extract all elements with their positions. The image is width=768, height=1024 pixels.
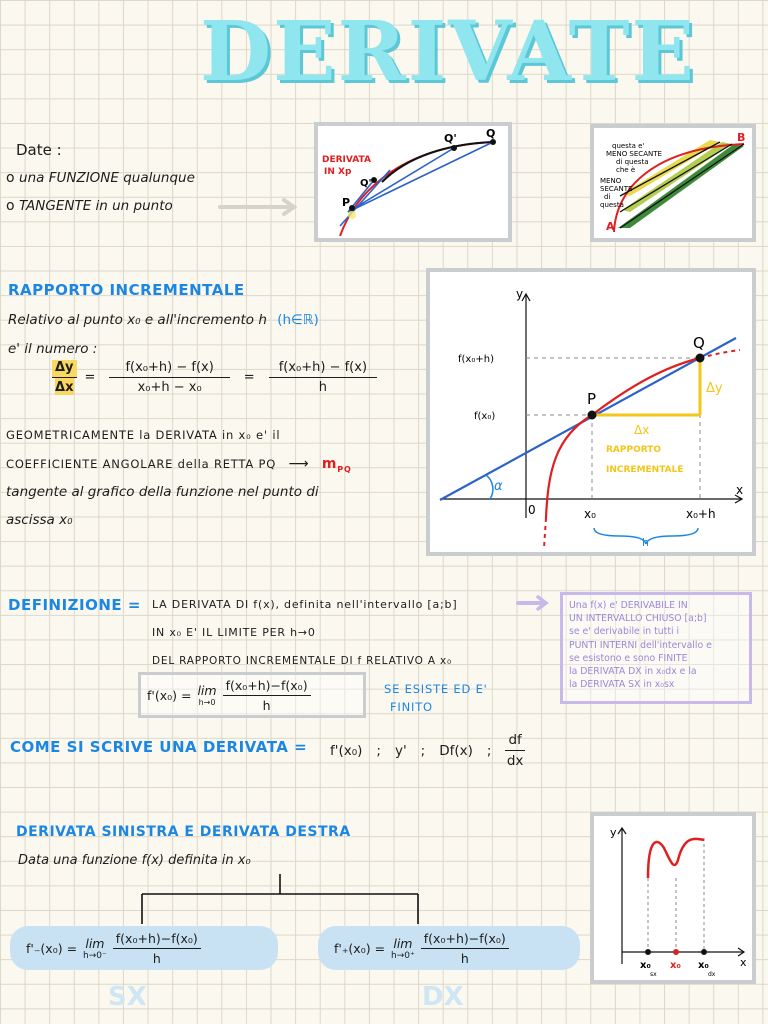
exists-line-2: FINITO — [390, 700, 433, 714]
notation-sep-1: ; — [376, 742, 381, 759]
definizione-line-2: IN x₀ E' IL LIMITE PER h→0 — [152, 626, 316, 639]
note-line-3: se e' derivabile in tutti i — [569, 626, 680, 638]
equals-sign: = — [84, 370, 96, 385]
dx: Δx — [55, 380, 74, 395]
note-line-1: Una f(x) e' DERIVABILE IN — [569, 600, 688, 611]
notation-4 — [505, 732, 524, 769]
main-origin-label: 0 — [528, 503, 536, 517]
notation-3: Df(x) — [439, 742, 473, 759]
geometric-line-2 — [6, 456, 352, 474]
right-lim-sub: h→0⁺ — [391, 950, 415, 961]
rapporto-fraction-2 — [269, 360, 377, 395]
fig1-label-q: Q — [486, 127, 496, 140]
left-num: f(x₀+h)−f(x₀) — [113, 931, 201, 949]
frac2-den: h — [318, 380, 327, 395]
small-x0dx: x₀ — [698, 960, 709, 971]
m-pq-letter: m — [321, 456, 338, 472]
date-heading: Date : — [16, 141, 62, 159]
lavender-arrow-icon — [516, 594, 552, 612]
equals-sign-2: = — [243, 370, 255, 385]
small-x0sx: x₀ — [640, 960, 651, 971]
date-item-1 — [6, 170, 195, 186]
fig2-note-2: MENO SECANTE — [606, 150, 662, 158]
label-f-x0h: f(x₀+h) — [458, 354, 494, 365]
label-rapporto-1: RAPPORTO — [606, 445, 662, 455]
left-derivative-pill — [10, 926, 278, 970]
right-num: f(x₀+h)−f(x₀) — [421, 931, 509, 949]
small-y-label: y — [610, 826, 617, 839]
dy: Δy — [52, 360, 77, 378]
fig2-note-8: questa — [600, 201, 624, 209]
right-den: h — [460, 950, 469, 966]
derivability-note-box — [560, 592, 752, 704]
label-rapporto-2: INCREMENTALE — [606, 465, 684, 475]
label-h: h — [642, 536, 649, 549]
dy-dx-fraction — [52, 360, 77, 395]
label-alpha: α — [494, 479, 503, 494]
definizione-lim — [197, 683, 216, 707]
notation-2: y' — [394, 742, 407, 759]
definizione-num: f(x₀+h)−f(x₀) — [223, 678, 311, 696]
fig2-label-a: A — [606, 220, 615, 233]
frac1-num: f(x₀+h) − f(x) — [109, 360, 229, 378]
bullet-icon: o — [6, 170, 15, 186]
notation-sep-2: ; — [420, 742, 426, 759]
fig2-note-5: MENO — [600, 177, 622, 185]
note-line-5: se esistono e sono FINITE — [569, 652, 688, 664]
grey-arrow-icon — [218, 196, 300, 218]
derivative-graph — [426, 268, 756, 556]
notation-4-num: df — [505, 732, 524, 751]
small-sx: sx — [650, 971, 657, 978]
notation-sep-3: ; — [486, 742, 492, 759]
left-lhs: f'₋(x₀) = — [26, 940, 78, 956]
geometric-line-2-text: COEFFICIENTE ANGOLARE della RETTA PQ — [6, 457, 277, 471]
frac2-num: f(x₀+h) − f(x) — [269, 360, 377, 378]
side-derivative-graph — [590, 812, 756, 984]
arrow-right-icon: ⟶ — [288, 456, 310, 472]
frac1-den: x₀+h − x₀ — [137, 380, 202, 395]
label-x0h: x₀+h — [686, 507, 716, 521]
note-line-2: UN INTERVALLO CHIUSO [a;b] — [569, 613, 707, 625]
definizione-fraction — [223, 678, 311, 713]
right-lhs: f'₊(x₀) = — [334, 940, 386, 956]
main-y-label: y — [516, 287, 524, 301]
small-x0: x₀ — [670, 960, 681, 971]
notation-4-den: dx — [506, 753, 524, 769]
right-fraction — [421, 931, 509, 966]
label-dx: Δx — [634, 423, 650, 437]
h-in-r: (h∈ℝ) — [277, 312, 319, 328]
m-pq-sub: PQ — [337, 464, 352, 474]
note-line-6: la DERIVATA DX in x₀dx e la — [569, 666, 697, 678]
left-fraction — [113, 931, 201, 966]
fig2-label-b: B — [737, 131, 746, 144]
sinistra-subtitle: Data una funzione f(x) definita in x₀ — [18, 853, 251, 868]
small-dx: dx — [708, 971, 716, 978]
left-lim-sub: h→0⁻ — [83, 950, 107, 961]
fig2-note-1: questa e' — [612, 142, 645, 150]
left-lim — [83, 936, 107, 961]
left-den: h — [152, 950, 161, 966]
rapporto-line-2: e' il numero : — [8, 341, 98, 357]
m-pq — [322, 456, 352, 472]
left-lim-text: lim — [85, 935, 105, 951]
lim-sub: h→0 — [198, 698, 216, 707]
date-item-1-text: una FUNZIONE qualunque — [19, 170, 195, 186]
note-line-7: la DERIVATA SX in x₀sx — [569, 679, 675, 691]
rapporto-line-1-text: Relativo al punto x₀ e all'incremento h — [8, 312, 267, 328]
lim-text: lim — [197, 683, 217, 698]
come-heading: COME SI SCRIVE UNA DERIVATA = — [10, 738, 308, 756]
fig2-note-6: SECANTE — [600, 185, 633, 193]
rapporto-line-1 — [8, 312, 319, 328]
fig1-label-q1: Q' — [444, 132, 457, 145]
notation-1: f'(x₀) — [330, 742, 363, 759]
main-x-label: x — [736, 483, 744, 497]
rapporto-heading: RAPPORTO INCREMENTALE — [8, 281, 245, 299]
small-x-label: x — [740, 956, 747, 969]
rapporto-fraction-1 — [109, 360, 229, 395]
date-item-2-text: TANGENTE in un punto — [19, 198, 173, 214]
fig1-label-derivata: DERIVATA — [322, 155, 371, 165]
branch-lines — [130, 872, 430, 928]
page-title: DERIVATE — [200, 4, 697, 100]
definizione-formula-box — [138, 672, 366, 718]
label-dy: Δy — [706, 381, 723, 396]
sx-label: SX — [108, 982, 147, 1012]
secant-figure-2 — [590, 124, 756, 242]
fig1-label-p: P — [342, 196, 351, 209]
geometric-line-1: GEOMETRICAMENTE la DERIVATA in x₀ e' il — [6, 428, 281, 442]
definizione-den: h — [262, 697, 271, 713]
secant-figure-1 — [314, 122, 512, 242]
definizione-line-1: LA DERIVATA DI f(x), definita nell'intervallo [a;b] — [152, 598, 458, 611]
definizione-heading: DEFINIZIONE = — [8, 596, 141, 614]
label-f-x0: f(x₀) — [474, 411, 496, 422]
fig2-note-3: di questa — [616, 158, 649, 166]
fig1-label-q2: Q'' — [360, 178, 375, 189]
sinistra-heading: DERIVATA SINISTRA E DERIVATA DESTRA — [16, 824, 351, 840]
geometric-line-3: tangente al grafico della funzione nel punto di — [6, 484, 319, 500]
fig2-note-7: di — [604, 193, 611, 201]
note-line-4: PUNTI INTERNI dell'intervallo e — [569, 639, 712, 651]
right-lim-text: lim — [393, 935, 413, 951]
right-derivative-pill — [318, 926, 580, 970]
label-Q: Q — [693, 334, 705, 352]
definizione-line-3: DEL RAPPORTO INCREMENTALE DI f RELATIVO A x₀ — [152, 655, 452, 667]
right-lim — [391, 936, 415, 961]
dx-label: DX — [422, 982, 464, 1012]
geometric-line-4: ascissa x₀ — [6, 512, 73, 528]
bullet-icon: o — [6, 198, 15, 214]
fig2-note-4: che è — [616, 166, 636, 174]
exists-line-1: SE ESISTE ED E' — [384, 682, 488, 696]
rapporto-formula — [52, 360, 377, 395]
label-x0: x₀ — [584, 507, 596, 521]
fig1-label-in: IN Xp — [324, 167, 352, 177]
label-P: P — [587, 390, 597, 408]
date-item-2 — [6, 198, 173, 214]
definizione-lhs: f'(x₀) = — [147, 687, 192, 703]
notation-list — [330, 732, 525, 769]
